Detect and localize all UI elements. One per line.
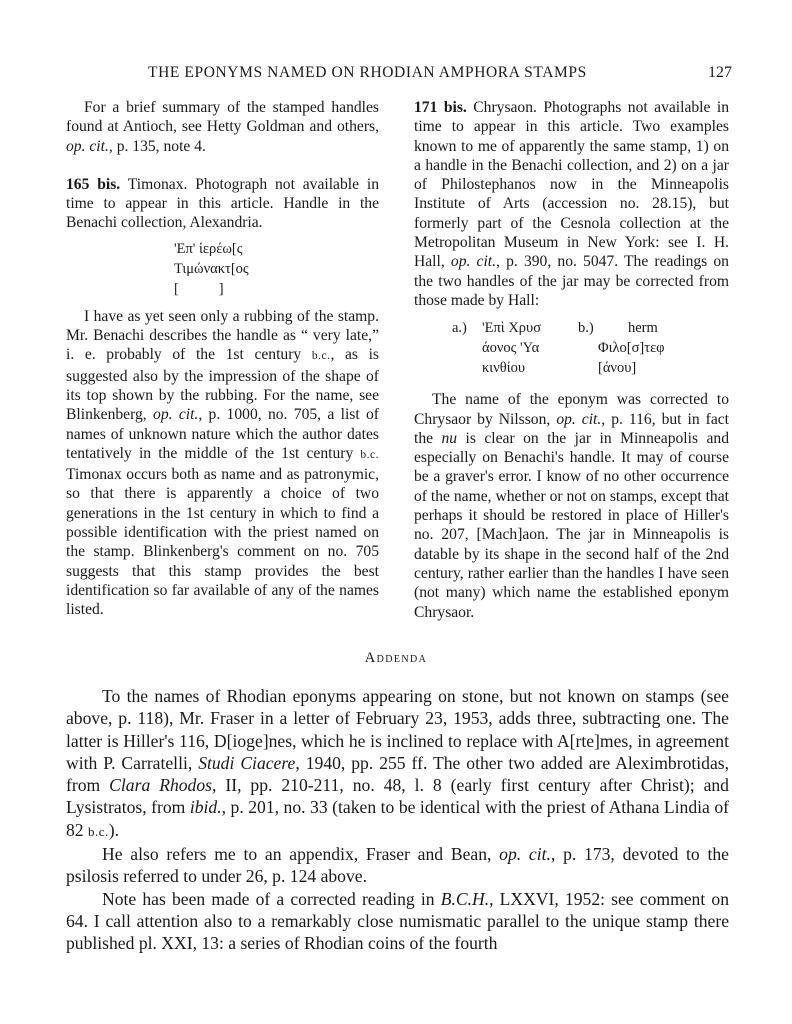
addenda-heading: Addenda: [364, 650, 428, 666]
reading-a-line: άονος 'Υα: [482, 340, 540, 357]
entry-number: 171 bis.: [414, 99, 467, 116]
intro-paragraph: For a brief summary of the stamped handles found at Antioch, see Hetty Goldman and others, op. cit., p. 135, note 4.: [66, 99, 379, 155]
page-header: [60, 64, 740, 86]
reading-a-line: 'Επὶ Χρυσ: [482, 320, 542, 337]
right-column: [414, 98, 729, 622]
reading-a-line: κινθίου: [482, 360, 526, 377]
entry-165-body: I have as yet seen only a rubbing of the stamp. Mr. Benachi describes the handle as “ very late,” i. e. probably of the 1st century b.c., as is suggested also by the impression of the shape of its top shown by the rubbing. For the name, see Blinkenberg, op. cit., p. 1000, no. 705, a list of names of unknown nature which the author dates tentatively in the middle of the 1st century b.c. Timonax occurs both as name and as patronymic, so that there is apparently a choice of two generations in the 1st century in which to find a possible identification with the priest named on the stamp. Blinkenberg's comment on no. 705 suggests that this stamp provides the best identification so far available of any of the names listed.: [66, 307, 379, 619]
running-title: THE EPONYMS NAMED ON RHODIAN AMPHORA STAMPS: [148, 64, 587, 81]
reading-b-line: [άνου]: [598, 360, 637, 377]
addenda-paragraph: To the names of Rhodian eponyms appearing on stone, but not known on stamps (see above, p. 118), Mr. Fraser in a letter of February 23, 1953, adds three, subtracting one. The latter is Hiller's 116, D[ioge]nes, which he is inclined to replace with A[rte]mes, in agreement with P. Carratelli, Studi Ciacere, 1940, pp. 255 ff. The other two added are Aleximbrotidas, from Clara Rhodos, II, pp. 210-211, no. 48, l. 8 (early first century after Christ); and Lysistratos, from ibid., p. 201, no. 33 (taken to be identical with the priest of Athana Lindia of 82 b.c.).: [66, 686, 730, 840]
stamp-line: 'Επ' ἱερέω[ς: [174, 240, 243, 257]
stamp-line: Τιμώνακτ[ος: [174, 260, 249, 277]
entry-171-paragraph: 171 bis. Chrysaon. Photographs not available in time to appear in this article. Two examples known to me of apparently the same stamp, 1) on a handle in the Benachi collection, and 2) on a jar of Philostephanos now in the Minneapolis Institute of Arts (accession no. 28.15), but formerly part of the Cesnola collection at the Metropolitan Museum in New York: see I. H. Hall, op. cit., p. 390, no. 5047. The readings on the two handles of the jar may be corrected from those made by Hall:: [414, 99, 729, 309]
stamp-line: [ ]: [174, 280, 224, 297]
addenda-paragraph: Note has been made of a corrected reading in B.C.H., LXXVI, 1952: see comment on 64. I call attention also to a remarkably close numismatic parallel to the unique stamp there published pl. XXI, 13: a series of Rhodian coins of the fourth: [66, 888, 729, 954]
entry-165-paragraph: 165 bis. Timonax. Photograph not available in time to appear in this article. Handle in the Benachi collection, Alexandria.: [66, 175, 379, 232]
handle-readings: [414, 318, 729, 384]
addenda-paragraph: He also refers me to an appendix, Fraser and Bean, op. cit., p. 173, devoted to the psilosis referred to under 26, p. 124 above.: [66, 844, 729, 887]
reading-b-label: b.): [578, 320, 594, 337]
stamp-inscription: [174, 239, 379, 299]
reading-b-line: herm: [628, 320, 658, 337]
reading-a-label: a.): [452, 320, 467, 337]
entry-number: 165 bis.: [66, 175, 121, 193]
entry-171-body: The name of the eponym was corrected to Chrysaor by Nilsson, op. cit., p. 116, but in fact the nu is clear on the jar in Minneapolis and especially on Benachi's handle. It may of course be a graver's error. I know of no other occurrence of the name, whether or not on stamps, except that perhaps it should be restored in place of Hiller's no. 207, [Mach]aon. The jar in Minneapolis is datable by its shape in the second half of the 2nd century, rather earlier than the handles I have seen (not many) which name the established eponym Chrysaor.: [414, 391, 730, 621]
addenda-section: [66, 685, 729, 955]
page-number: 127: [708, 64, 732, 81]
left-column: [66, 98, 379, 620]
reading-b-line: Φιλο[σ]τεφ: [598, 340, 665, 357]
